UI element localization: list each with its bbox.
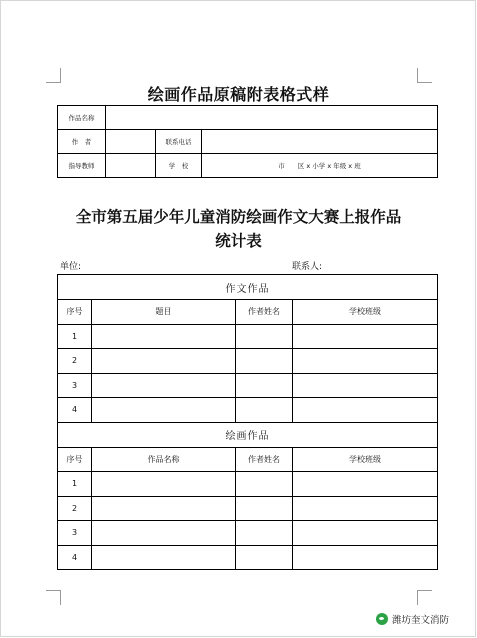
school-class-cell[interactable] (293, 324, 438, 349)
row-number: 2 (58, 496, 92, 521)
table-row (58, 472, 438, 497)
work-name-cell[interactable] (92, 545, 236, 570)
school-class-cell[interactable] (293, 472, 438, 497)
essay-section-heading: 作文作品 (58, 275, 438, 300)
author-name-cell[interactable] (236, 349, 293, 374)
table-row (58, 545, 438, 570)
painting-section-heading: 绘画作品 (58, 422, 438, 447)
table-row (58, 349, 438, 374)
author-name-cell[interactable] (236, 324, 293, 349)
stats-title-line2: 统计表 (215, 232, 262, 250)
essay-title-cell[interactable] (92, 349, 236, 374)
phone-label: 联系电话 (156, 130, 202, 154)
stats-title-line1: 全市第五届少年儿童消防绘画作文大赛上报作品 (75, 208, 402, 226)
table-row (58, 373, 438, 398)
column-header-school: 学校班级 (293, 447, 438, 472)
unit-label: 单位: (60, 262, 82, 272)
teacher-field[interactable] (106, 154, 156, 178)
contact-label: 联系人: (292, 262, 323, 272)
school-label: 学 校 (156, 154, 202, 178)
author-name-cell[interactable] (236, 472, 293, 497)
work-name-label: 作品名称 (58, 106, 106, 130)
watermark-text: 潍坊奎文消防 (392, 615, 450, 626)
school-class-cell[interactable] (293, 349, 438, 374)
margin-corner-mark (46, 68, 61, 83)
table-row (58, 496, 438, 521)
margin-corner-mark (417, 68, 432, 83)
essay-title-cell[interactable] (92, 373, 236, 398)
margin-corner-mark (46, 590, 61, 605)
author-name-cell[interactable] (236, 496, 293, 521)
table-row (58, 324, 438, 349)
author-label: 作 者 (58, 130, 106, 154)
column-header-author: 作者姓名 (236, 447, 293, 472)
table-row (58, 398, 438, 423)
author-name-cell[interactable] (236, 545, 293, 570)
work-name-cell[interactable] (92, 472, 236, 497)
work-name-field[interactable] (106, 106, 438, 130)
table-row (58, 521, 438, 546)
essay-title-cell[interactable] (92, 398, 236, 423)
row-number: 1 (58, 472, 92, 497)
author-field[interactable] (106, 130, 156, 154)
school-class-cell[interactable] (293, 496, 438, 521)
margin-corner-mark (417, 590, 432, 605)
school-class-cell[interactable] (293, 545, 438, 570)
row-number: 3 (58, 521, 92, 546)
column-header-seq: 序号 (58, 447, 92, 472)
school-class-cell[interactable] (293, 373, 438, 398)
form-title: 绘画作品原稿附表格式样 (147, 85, 330, 104)
artwork-form-table (57, 105, 438, 178)
work-name-cell[interactable] (92, 496, 236, 521)
school-class-cell[interactable] (293, 521, 438, 546)
author-name-cell[interactable] (236, 373, 293, 398)
essay-title-cell[interactable] (92, 324, 236, 349)
row-number: 2 (58, 349, 92, 374)
work-name-cell[interactable] (92, 521, 236, 546)
column-header-seq: 序号 (58, 300, 92, 325)
column-header-title: 题目 (92, 300, 236, 325)
column-header-author: 作者姓名 (236, 300, 293, 325)
column-header-school: 学校班级 (293, 300, 438, 325)
school-field[interactable]: 市 区 x 小学 x 年级 x 班 (202, 154, 438, 178)
row-number: 4 (58, 545, 92, 570)
submission-stats-table (57, 274, 438, 570)
wechat-icon (376, 613, 388, 625)
stats-title (0, 205, 477, 253)
phone-field[interactable] (202, 130, 438, 154)
row-number: 3 (58, 373, 92, 398)
author-name-cell[interactable] (236, 398, 293, 423)
author-name-cell[interactable] (236, 521, 293, 546)
watermark (376, 612, 449, 626)
row-number: 1 (58, 324, 92, 349)
row-number: 4 (58, 398, 92, 423)
column-header-work-name: 作品名称 (92, 447, 236, 472)
teacher-label: 指导教师 (58, 154, 106, 178)
school-class-cell[interactable] (293, 398, 438, 423)
